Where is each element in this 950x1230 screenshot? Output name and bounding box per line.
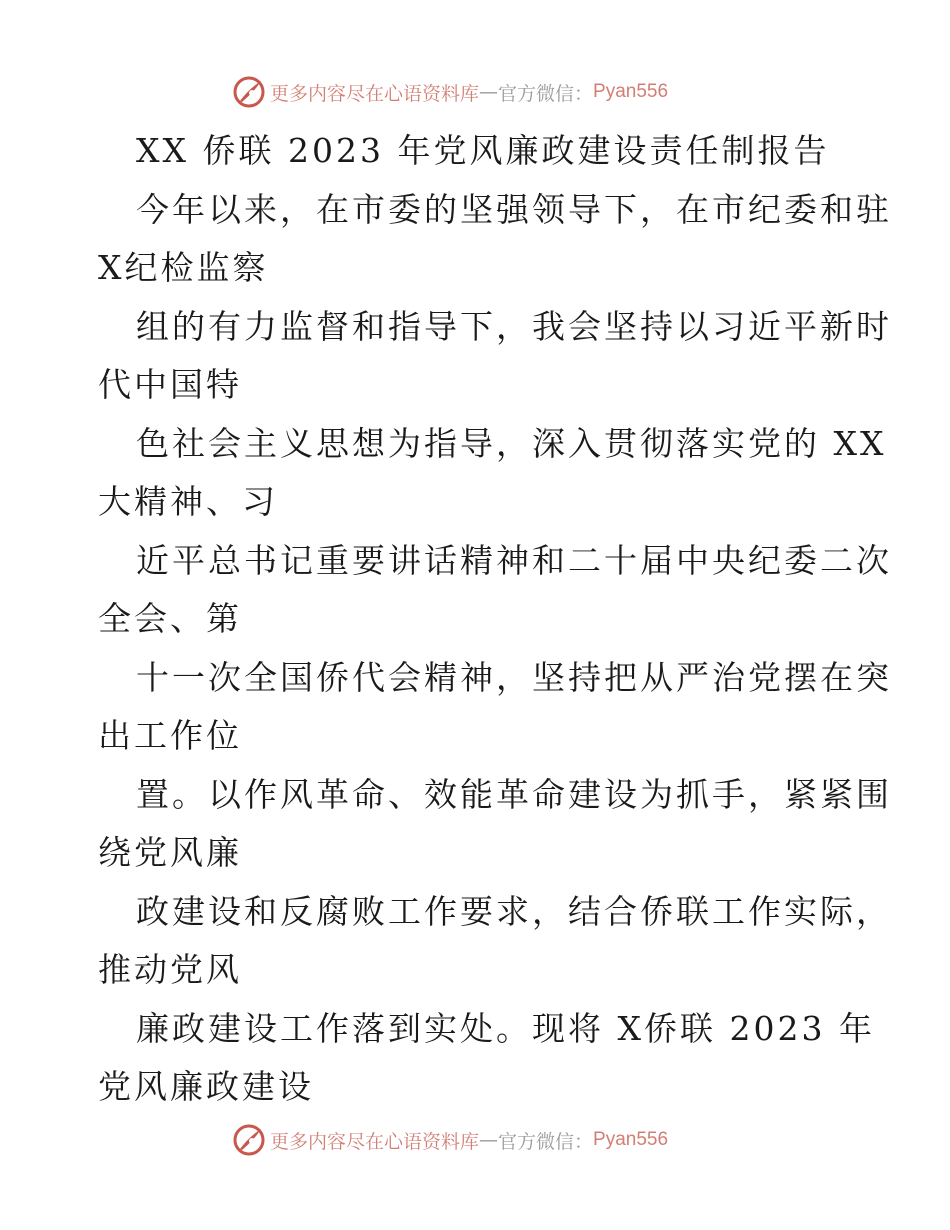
text-line: 十一次全国侨代会精神，坚持把从严治党摆在突 xyxy=(136,657,892,697)
watermark-separator: — xyxy=(479,81,499,103)
watermark-banner-bottom xyxy=(232,1120,732,1160)
text-line: 政建设和反腐败工作要求，结合侨联工作实际， xyxy=(136,891,892,931)
document-body xyxy=(98,122,892,1117)
text-line: 今年以来，在市委的坚强领导下，在市纪委和驻 xyxy=(136,189,892,229)
watermark-separator: — xyxy=(479,1129,499,1151)
watermark-wechat-label: 官方微信： xyxy=(498,1130,594,1153)
text-line: 组的有力监督和指导下，我会坚持以习近平新时 xyxy=(136,306,892,346)
text-line: 推动党风 xyxy=(98,950,242,989)
text-line: 置。以作风革命、效能革命建设为抓手，紧紧围 xyxy=(136,774,892,814)
watermark-site-text: 更多内容尽在心语资料库 xyxy=(270,82,480,105)
text-line: 近平总书记重要讲话精神和二十届中央纪委二次 xyxy=(136,540,892,580)
watermark-wechat-label: 官方微信： xyxy=(498,82,594,105)
feather-seal-icon xyxy=(232,75,266,109)
feather-seal-icon xyxy=(232,1123,266,1157)
text-line: 党风廉政建设 xyxy=(98,1067,314,1106)
text-line: X纪检监察 xyxy=(98,248,269,287)
text-line: 代中国特 xyxy=(98,365,242,404)
text-line: 色社会主义思想为指导，深入贯彻落实党的 XX xyxy=(136,423,887,463)
text-line: 出工作位 xyxy=(98,716,242,755)
watermark-wechat-id: Pyan556 xyxy=(593,81,669,102)
text-line: 大精神、习 xyxy=(98,482,278,521)
text-line: 廉政建设工作落到实处。现将 X侨联 2023 年 xyxy=(136,1008,875,1048)
text-line: 绕党风廉 xyxy=(98,833,242,872)
watermark-banner-top xyxy=(232,72,732,112)
text-line: 全会、第 xyxy=(98,599,242,638)
watermark-wechat-id: Pyan556 xyxy=(593,1129,669,1150)
document-title: XX 侨联 2023 年党风廉政建设责任制报告 xyxy=(136,131,830,170)
watermark-site-text: 更多内容尽在心语资料库 xyxy=(270,1130,480,1153)
